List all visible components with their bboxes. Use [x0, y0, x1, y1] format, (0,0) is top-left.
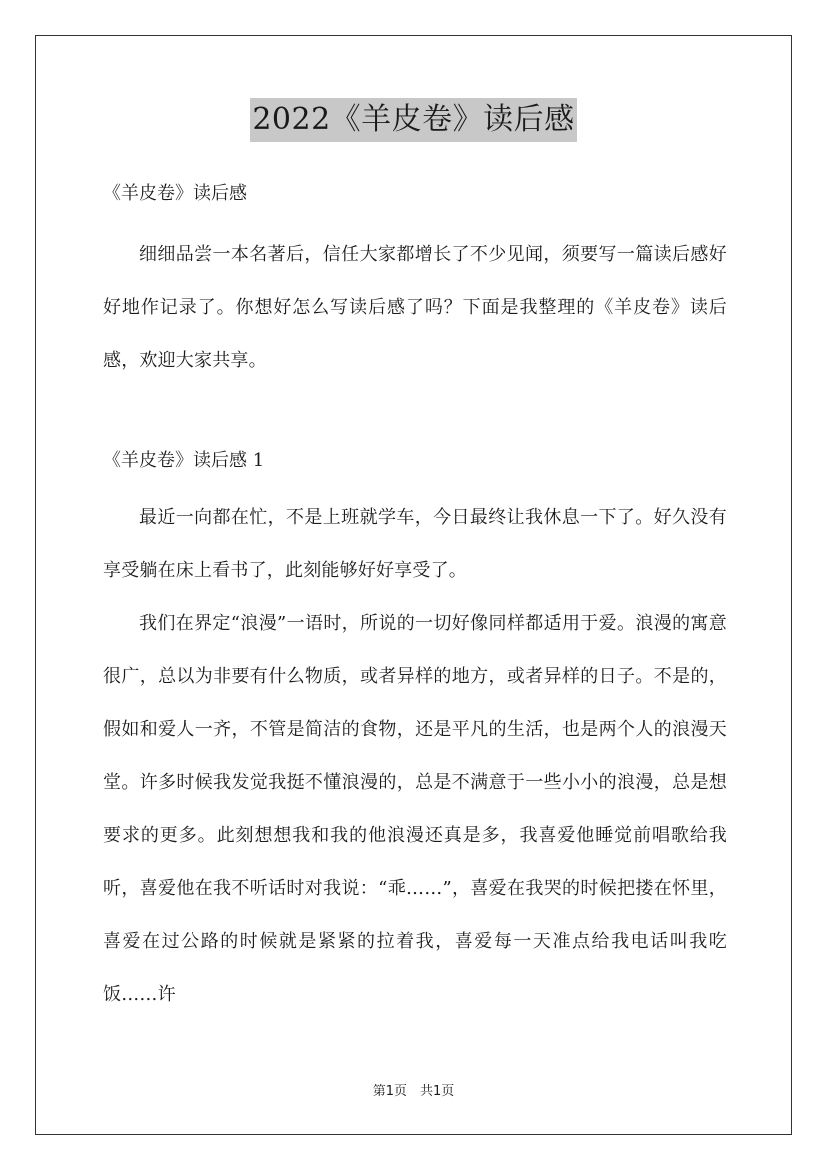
section1-paragraph-1: 最近一向都在忙，不是上班就学车，今日最终让我休息一下了。好久没有享受躺在床上看书了，此刻能够好好享受了。: [103, 507, 727, 581]
page-footer: 第1页 共1页: [372, 1084, 455, 1099]
intro-heading: 《羊皮卷》读后感: [103, 183, 247, 204]
section1-paragraph-2: 我们在界定“浪漫”一语时，所说的一切好像同样都适用于爱。浪漫的寓意很广，总以为非要有什么物质，或者异样的地方，或者异样的日子。不是的，假如和爱人一齐，不管是简洁的食物，还是平凡的生活，也是两个人的浪漫天堂。许多时候我发觉我挺不懂浪漫的，总是不满意于一些小小的浪漫，总是想要求的更多。此刻想想我和我的他浪漫还真是多，我喜爱他睡觉前唱歌给我听，喜爱他在我不听话时对我说：“乖……”，喜爱在我哭的时候把搂在怀里，喜爱在过公路的时候就是紧紧的拉着我，喜爱每一天准点给我电话叫我吃饭……许: [103, 613, 727, 1005]
intro-paragraph: 细细品尝一本名著后，信任大家都增长了不少见闻，须要写一篇读后感好好地作记录了。你想好怎么写读后感了吗？下面是我整理的《羊皮卷》读后感，欢迎大家共享。: [103, 244, 727, 371]
document-title: 2022《羊皮卷》读后感: [250, 98, 576, 142]
title-container: [0, 98, 827, 142]
section1-heading: 《羊皮卷》读后感 1: [103, 450, 265, 471]
document-body: [103, 170, 727, 1021]
